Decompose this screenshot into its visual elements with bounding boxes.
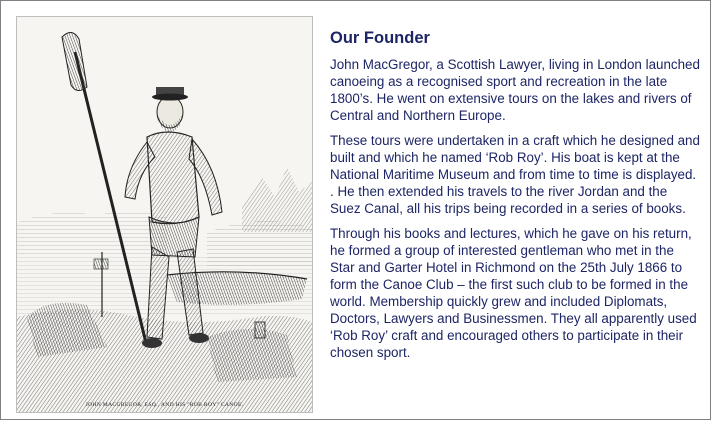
- paragraph-tours: These tours were undertaken in a craft which he designed and built and which he named ‘Rob Roy’. His boat is kept at the National Maritime Museum and from time to time is displayed. . He then extended his travels to the river Jordan and the Suez Canal, all his trips being recorded in a series of books.: [330, 133, 700, 216]
- paragraph-intro: John MacGregor, a Scottish Lawyer, living in London launched canoeing as a recognised sport and recreation in the late 1800’s. He went on extensive tours on the lakes and rivers of Central and Northern Europe.: [330, 57, 700, 123]
- canoeist-illustration: [17, 17, 312, 412]
- paragraph-canoe-club: Through his books and lectures, which he gave on his return, he formed a group of interested gentleman who met in the Star and Garter Hotel in Richmond on the 25th July 1866 to form the Canoe Club – the first such club to be formed in the world. Membership quickly grew and included Diplomats, Doctors, Lawyers and Businessmen. They all apparently used ‘Rob Roy’ craft and encouraged others to participate in their chosen sport.: [330, 226, 697, 360]
- founder-engraving: [16, 16, 313, 413]
- image-caption: JOHN MACGREGOR, ESQ., AND HIS "ROB ROY" CANOE.: [85, 402, 244, 408]
- section-heading: Our Founder: [330, 29, 430, 47]
- founder-text: [330, 27, 700, 369]
